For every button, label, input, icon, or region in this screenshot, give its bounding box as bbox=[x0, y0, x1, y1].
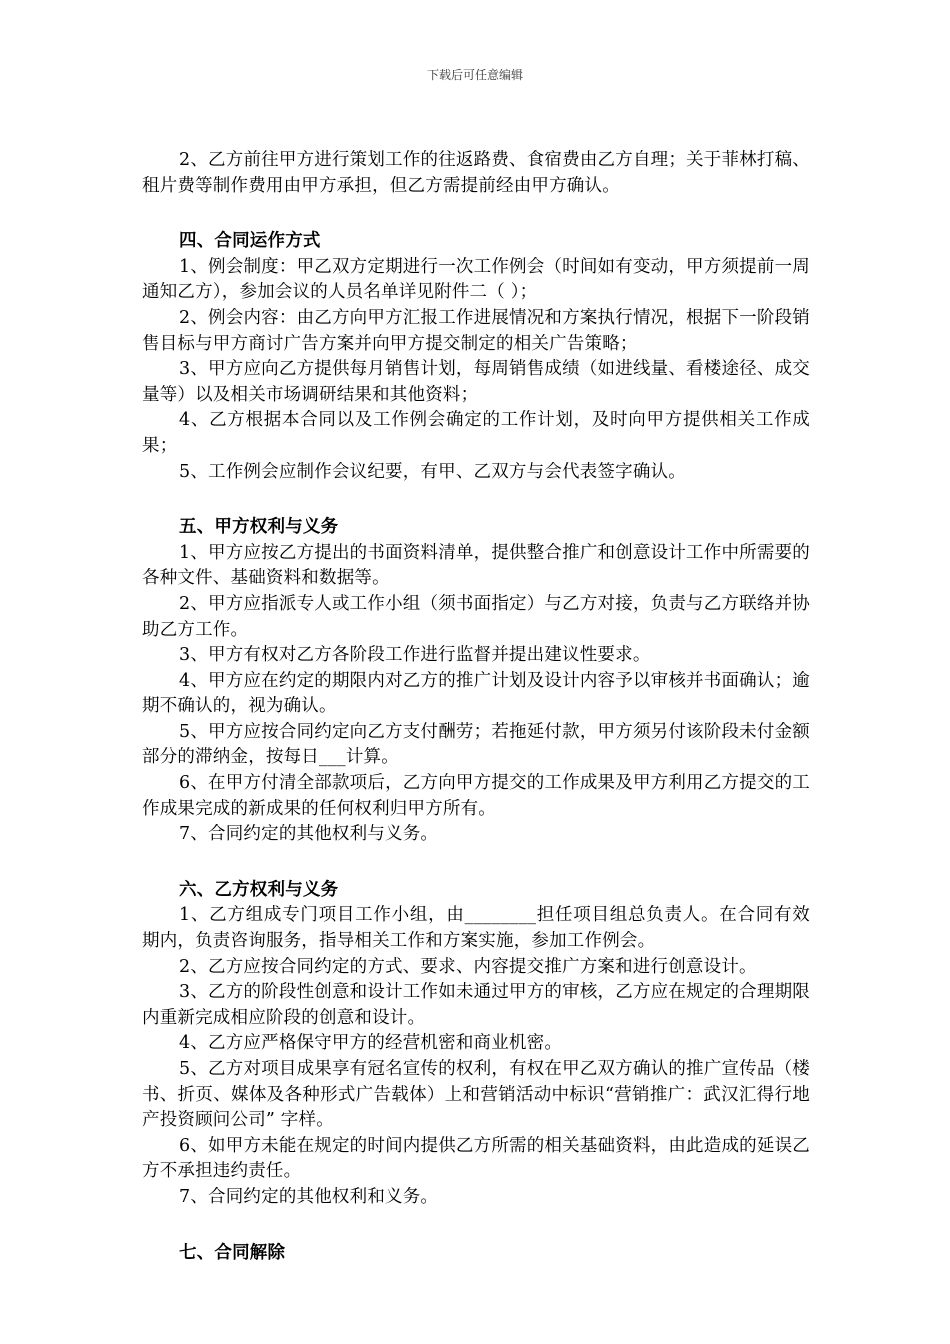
paragraph: 1、例会制度：甲乙双方定期进行一次工作例会（时间如有变动，甲方须提前一周通知乙方），参加会议的人员名单详见附件二（ ）； bbox=[142, 256, 810, 303]
section-heading-4: 四、合同运作方式 bbox=[179, 231, 321, 252]
section-heading-6: 六、乙方权利与义务 bbox=[179, 879, 339, 900]
paragraph: 7、合同约定的其他权利和义务。 bbox=[179, 1186, 439, 1207]
paragraph: 1、乙方组成专门项目工作小组，由________担任项目组总负责人。在合同有效期内，负责咨询服务，指导相关工作和方案实施，参加工作例会。 bbox=[142, 905, 810, 952]
document-body bbox=[142, 148, 810, 1266]
paragraph: 2、乙方前往甲方进行策划工作的往返路费、食宿费由乙方自理；关于菲林打稿、租片费等制作费用由甲方承担，但乙方需提前经由甲方确认。 bbox=[142, 150, 810, 196]
paragraph: 2、例会内容：由乙方向甲方汇报工作进展情况和方案执行情况，根据下一阶段销售目标与甲方商讨广告方案并向甲方提交制定的相关广告策略； bbox=[142, 307, 810, 354]
paragraph: 4、乙方根据本合同以及工作例会确定的工作计划，及时向甲方提供相关工作成果； bbox=[142, 410, 810, 456]
section-heading-7: 七、合同解除 bbox=[179, 1242, 286, 1263]
paragraph: 5、工作例会应制作会议纪要，有甲、乙双方与会代表签字确认。 bbox=[179, 461, 686, 482]
paragraph: 3、甲方有权对乙方各阶段工作进行监督并提出建议性要求。 bbox=[179, 645, 651, 666]
paragraph: 2、乙方应按合同约定的方式、要求、内容提交推广方案和进行创意设计。 bbox=[179, 956, 757, 977]
paragraph: 4、甲方应在约定的期限内对乙方的推广计划及设计内容予以审核并书面确认；逾期不确认的，视为确认。 bbox=[142, 670, 810, 717]
paragraph: 3、乙方的阶段性创意和设计工作如未通过甲方的审核，乙方应在规定的合理期限内重新完成相应阶段的创意和设计。 bbox=[142, 982, 810, 1028]
paragraph: 1、甲方应按乙方提出的书面资料清单，提供整合推广和创意设计工作中所需要的各种文件、基础资料和数据等。 bbox=[142, 542, 810, 589]
page-header: 下载后可任意编辑 bbox=[426, 68, 523, 82]
paragraph: 7、合同约定的其他权利与义务。 bbox=[179, 824, 439, 845]
paragraph: 5、乙方对项目成果享有冠名宣传的权利，有权在甲乙双方确认的推广宣传品（楼书、折页、媒体及各种形式广告载体）上和营销活动中标识“营销推广：武汉汇得行地产投资顾问公司” 字样。 bbox=[142, 1059, 810, 1131]
paragraph: 3、甲方应向乙方提供每月销售计划，每周销售成绩（如进线量、看楼途径、成交量等）以及相关市场调研结果和其他资料； bbox=[142, 359, 810, 405]
paragraph: 2、甲方应指派专人或工作小组（须书面指定）与乙方对接，负责与乙方联络并协助乙方工作。 bbox=[142, 593, 810, 640]
paragraph: 6、在甲方付清全部款项后，乙方向甲方提交的工作成果及甲方利用乙方提交的工作成果完成的新成果的任何权利归甲方所有。 bbox=[142, 773, 810, 819]
paragraph: 6、如甲方未能在规定的时间内提供乙方所需的相关基础资料，由此造成的延误乙方不承担违约责任。 bbox=[142, 1135, 810, 1182]
section-heading-5: 五、甲方权利与义务 bbox=[179, 517, 339, 538]
paragraph: 4、乙方应严格保守甲方的经营机密和商业机密。 bbox=[179, 1033, 563, 1054]
paragraph: 5、甲方应按合同约定向乙方支付酬劳；若拖延付款，甲方须另付该阶段未付金额部分的滞纳金，按每日___计算。 bbox=[142, 721, 810, 768]
